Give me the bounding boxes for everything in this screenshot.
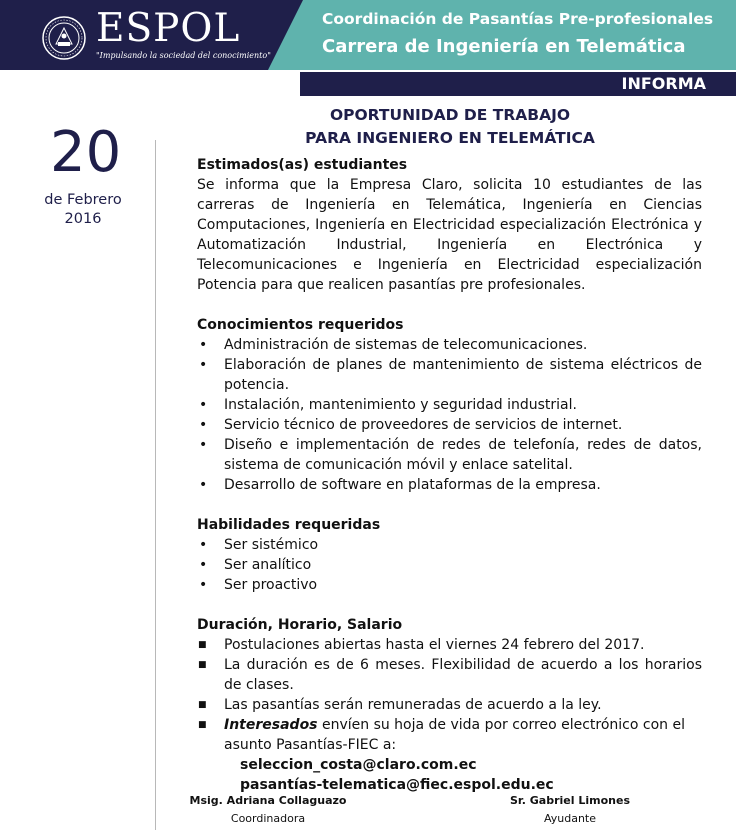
skills-heading: Habilidades requeridas [197, 517, 381, 533]
skills-list [197, 535, 702, 595]
email-claro[interactable]: seleccion_costa@claro.com.ec [240, 757, 477, 773]
informa-bar [300, 72, 736, 96]
signature-name: Sr. Gabriel Limones [509, 794, 630, 807]
espol-logo-text: ESPOL [96, 6, 241, 51]
knowledge-heading: Conocimientos requeridos [197, 317, 404, 333]
details-heading: Duración, Horario, Salario [197, 617, 403, 633]
list-item: • Elaboración de planes de mantenimiento de sistema eléctricos de potencia. [197, 355, 702, 395]
date-month: de Febrero [44, 192, 122, 208]
list-item: • Diseño e implementación de redes de telefonía, redes de datos, sistema de comunicación móvil y enlace satelital. [197, 435, 702, 475]
notice-title-line2: PARA INGENIERO EN TELEMÁTICA [305, 129, 595, 147]
espol-seal-icon [42, 16, 86, 60]
informa-label: INFORMA [621, 74, 706, 93]
notice-title [260, 104, 640, 150]
vertical-divider [155, 140, 156, 830]
knowledge-list [197, 335, 702, 495]
interested-text: envíen su hoja de vida por correo electrónico con el asunto Pasantías-FIEC a: [224, 717, 685, 753]
signature-name: Msig. Adriana Collaguazo [189, 794, 347, 807]
header-title-line2: Carrera de Ingeniería en Telemática [322, 36, 686, 57]
list-item: • Ser analítico [197, 555, 702, 575]
signature-coordinator [188, 792, 348, 828]
list-item [197, 715, 702, 755]
notice-title-line1: OPORTUNIDAD DE TRABAJO [329, 106, 571, 124]
signature-role: Ayudante [543, 812, 597, 825]
list-item: • Ser proactivo [197, 575, 702, 595]
intro-heading: Estimados(as) estudiantes [197, 157, 408, 173]
signature-assistant [500, 792, 640, 828]
list-item: • Servicio técnico de proveedores de servicios de internet. [197, 415, 702, 435]
list-item: • Ser sistémico [197, 535, 702, 555]
list-item: • Administración de sistemas de telecomunicaciones. [197, 335, 702, 355]
date-year: 2016 [64, 211, 102, 227]
details-list [197, 635, 702, 755]
header-title-line1: Coordinación de Pasantías Pre-profesionales [322, 10, 714, 28]
intro-paragraph: Se informa que la Empresa Claro, solicita 10 estudiantes de las carreras de Ingeniería en Telemática, Ingeniería en Ciencias Computaciones, Ingeniería en Electricidad especialización Electrónica y Automatización Industrial, Ingeniería en Electrónica y Telecomunicaciones e Ingeniería en Electricidad especialización Potencia para que realicen pasantías pre profesionales. [197, 177, 702, 293]
list-item: • Desarrollo de software en plataformas de la empresa. [197, 475, 702, 495]
signature-role: Coordinadora [230, 812, 306, 825]
email-fiec[interactable]: pasantías-telematica@fiec.espol.edu.ec [240, 777, 554, 793]
espol-slogan: "Impulsando la sociedad del conocimiento" [96, 51, 271, 60]
list-item: ■ La duración es de 6 meses. Flexibilidad de acuerdo a los horarios de clases. [197, 655, 702, 695]
list-item: ■ Postulaciones abiertas hasta el viernes 24 febrero del 2017. [197, 635, 702, 655]
interested-label: Interesados [224, 717, 318, 733]
notice-body [197, 155, 702, 795]
date-month-year [28, 191, 138, 229]
header-banner [0, 0, 736, 70]
list-item: ■ Las pasantías serán remuneradas de acuerdo a la ley. [197, 695, 702, 715]
date-day: 20 [50, 120, 122, 185]
list-item: • Instalación, mantenimiento y seguridad industrial. [197, 395, 702, 415]
